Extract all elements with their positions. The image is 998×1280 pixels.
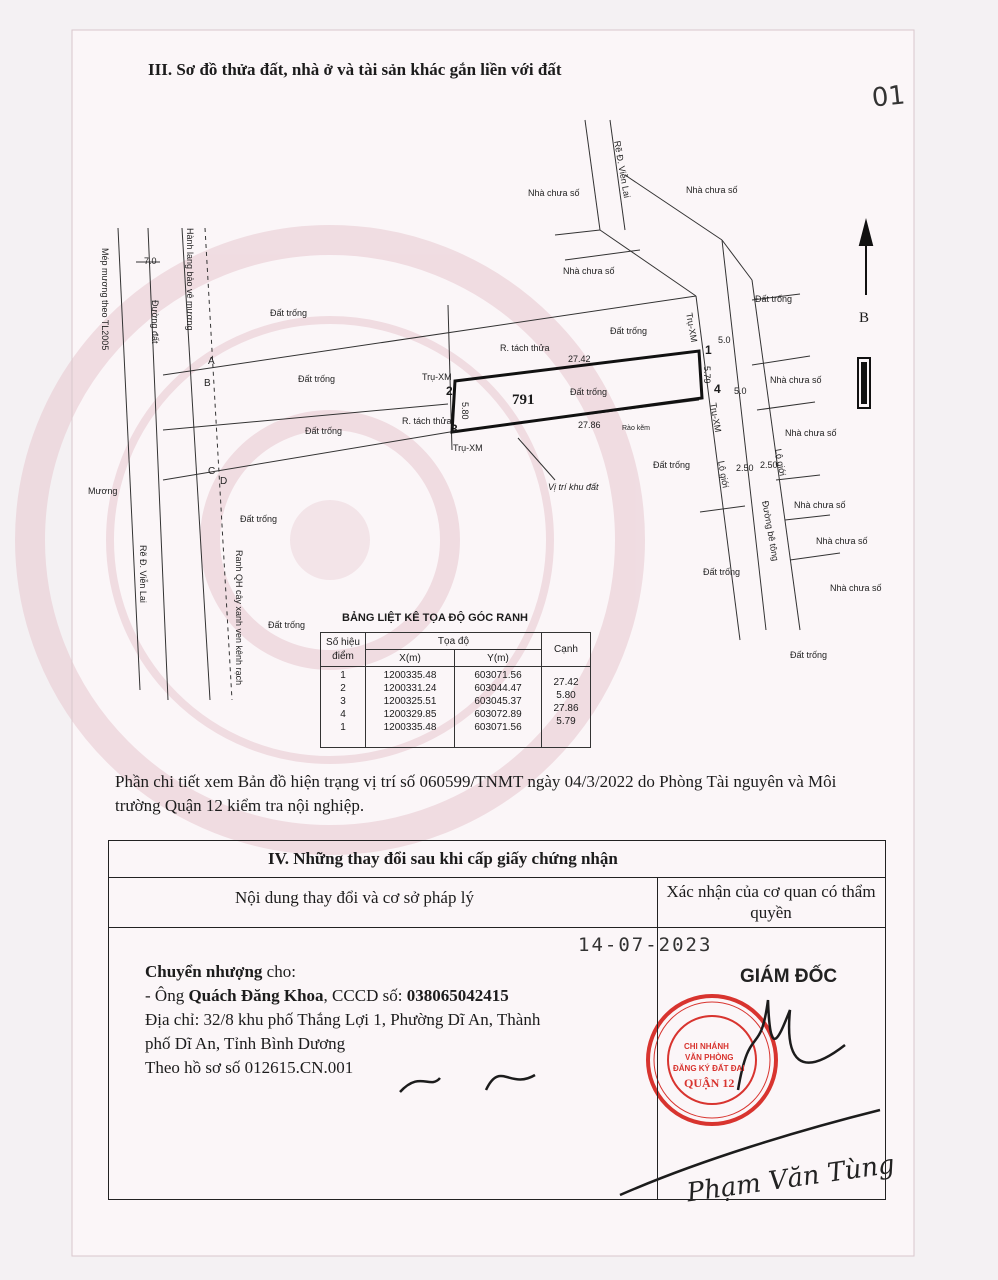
edge-length: 5.80 [556,690,576,701]
label-empty-land: Đất trống [755,294,793,304]
dim-250: 2.50 [736,463,754,473]
signer-name: Phạm Văn Tùng [684,1149,897,1209]
coord-table [320,632,591,748]
dossier-line: Theo hồ sơ số 012615.CN.001 [145,1058,354,1077]
label-house: Nhà chưa số [563,266,615,276]
dim-70: 7.0 [144,256,157,266]
section-3-title: III. Sơ đồ thửa đất, nhà ở và tài sản khác gắn liền với đất [148,60,562,79]
label-dirt-road: Đường đất [150,300,160,344]
detail-note: Phần chi tiết xem Bản đồ hiện trạng vị trí số 060599/TNMT ngày 04/3/2022 do Phòng Tài nguyên và Môi trường Quận 12 kiểm tra nội nghiệp. [115,772,837,815]
transfer-line: Chuyển nhượng cho: [145,962,296,981]
letter-c: C [208,466,216,477]
col-edges [542,667,591,748]
col-y [455,667,542,748]
row-y: 603072.89 [474,709,522,720]
parcel-number: 791 [512,392,535,408]
point-3: 3 [451,422,458,436]
dim-250: 2.50 [760,460,778,470]
point-1: 1 [705,343,712,357]
label-house: Nhà chưa số [770,375,822,385]
dim-579: 5.79 [702,366,712,384]
label-concrete-post: Trụ-XM [453,443,483,453]
label-concrete-post: Trụ-XM [422,372,452,382]
seal-text-3: ĐĂNG KÝ ĐẤT ĐAI [673,1064,745,1073]
label-concrete-road: Đường bê tông [760,500,781,562]
row-y: 603071.56 [474,722,522,733]
dim-50: 5.0 [734,386,747,396]
recipient-line: - Ông Quách Đăng Khoa, CCCD số: 038065042415 [145,986,509,1005]
label-empty-land: Đất trống [570,387,608,397]
label-location: Vị trí khu đất [548,482,599,492]
label-empty-land: Đất trống [610,326,648,336]
row-point: 2 [340,683,346,694]
edge-length: 5.79 [556,716,576,727]
row-x: 1200331.24 [383,683,437,694]
official-title: GIÁM ĐỐC [740,966,838,987]
label-house: Nhà chưa số [830,583,882,593]
col-x [366,667,455,748]
point-4: 4 [714,382,721,396]
letter-b: B [204,378,211,389]
label-road-turn: Rẽ Đ. Viễn Lai [612,140,633,199]
row-x: 1200329.85 [383,709,437,720]
label-house: Nhà chưa số [816,536,868,546]
label-split: R. tách thửa [402,416,452,426]
label-empty-land: Đất trống [270,308,308,318]
label-empty-land: Đất trống [305,426,343,436]
col-points [321,667,366,748]
label-protection-corridor: Hành lang bảo vệ mương [185,228,195,331]
column-changes-header: Nội dung thay đổi và cơ sở pháp lý [235,888,474,907]
label-house: Nhà chưa số [528,188,580,198]
row-x: 1200325.51 [383,696,437,707]
coord-table-title: BẢNG LIỆT KÊ TỌA ĐỘ GÓC RANH [342,612,528,624]
header-coord: Tọa độ [366,633,542,650]
label-empty-land: Đất trống [790,650,828,660]
row-y: 603071.56 [474,670,522,681]
label-concrete-post: Trụ-XM [708,402,724,433]
section-4-title: IV. Những thay đổi sau khi cấp giấy chứng nhận [268,849,618,868]
label-empty-land: Đất trống [298,374,336,384]
row-point: 3 [340,696,346,707]
label-canal-edge: Mép mương theo TL2005 [100,248,110,351]
row-x: 1200335.48 [383,670,437,681]
watermark [30,240,630,840]
dim-2786: 27.86 [578,420,601,430]
label-empty-land: Đất trống [268,620,306,630]
row-y: 603044.47 [474,683,522,694]
label-concrete-post: Trụ-XM [684,312,700,343]
header-point: Số hiệu điểm [321,633,366,667]
north-label: B [859,310,870,326]
change-content [145,960,540,1080]
label-planning-boundary: Ranh QH cây xanh ven kênh rạch [234,550,244,686]
label-wire-fence: Rào kẽm [622,425,651,432]
label-road-turn: Rẽ Đ. Viễn Lai [138,545,148,603]
label-house: Nhà chưa số [785,428,837,438]
seal-text-1: CHI NHÁNH [684,1042,729,1051]
address-line-2: phố Dĩ An, Tỉnh Bình Dương [145,1034,346,1053]
row-y: 603045.37 [474,696,522,707]
seal-text-4: QUẬN 12 [684,1076,735,1090]
dim-580: 5.80 [460,402,470,420]
label-split: R. tách thửa [500,343,550,353]
dim-2742: 27.42 [568,354,591,364]
edge-length: 27.86 [553,703,579,714]
seal-text-2: VĂN PHÒNG [685,1053,734,1062]
letter-d: D [220,476,228,487]
header-edge: Cạnh [542,633,591,667]
point-2: 2 [446,384,453,398]
label-empty-land: Đất trống [703,567,741,577]
letter-a: A [208,356,215,367]
stamp-date: 14-07-2023 [578,934,713,956]
edge-length: 27.42 [553,677,579,688]
row-point: 1 [340,722,346,733]
label-empty-land: Đất trống [653,460,691,470]
label-house: Nhà chưa số [794,500,846,510]
column-confirmation-header: Xác nhận của cơ quan có thẩm quyền [666,882,876,922]
label-canal: Mương [88,486,118,496]
label-house: Nhà chưa số [686,185,738,195]
header-x: X(m) [366,650,455,667]
row-point: 4 [340,709,346,720]
label-empty-land: Đất trống [240,514,278,524]
row-x: 1200335.48 [383,722,437,733]
label-road-boundary: Lộ giới [773,448,788,477]
handwritten-page-mark: 01 [870,80,907,114]
row-point: 1 [340,670,346,681]
header-y: Y(m) [455,650,542,667]
dim-50: 5.0 [718,335,731,345]
label-road-boundary: Lộ giới [716,460,731,489]
address-line-1: Địa chỉ: 32/8 khu phố Thắng Lợi 1, Phường Dĩ An, Thành [145,1010,541,1029]
